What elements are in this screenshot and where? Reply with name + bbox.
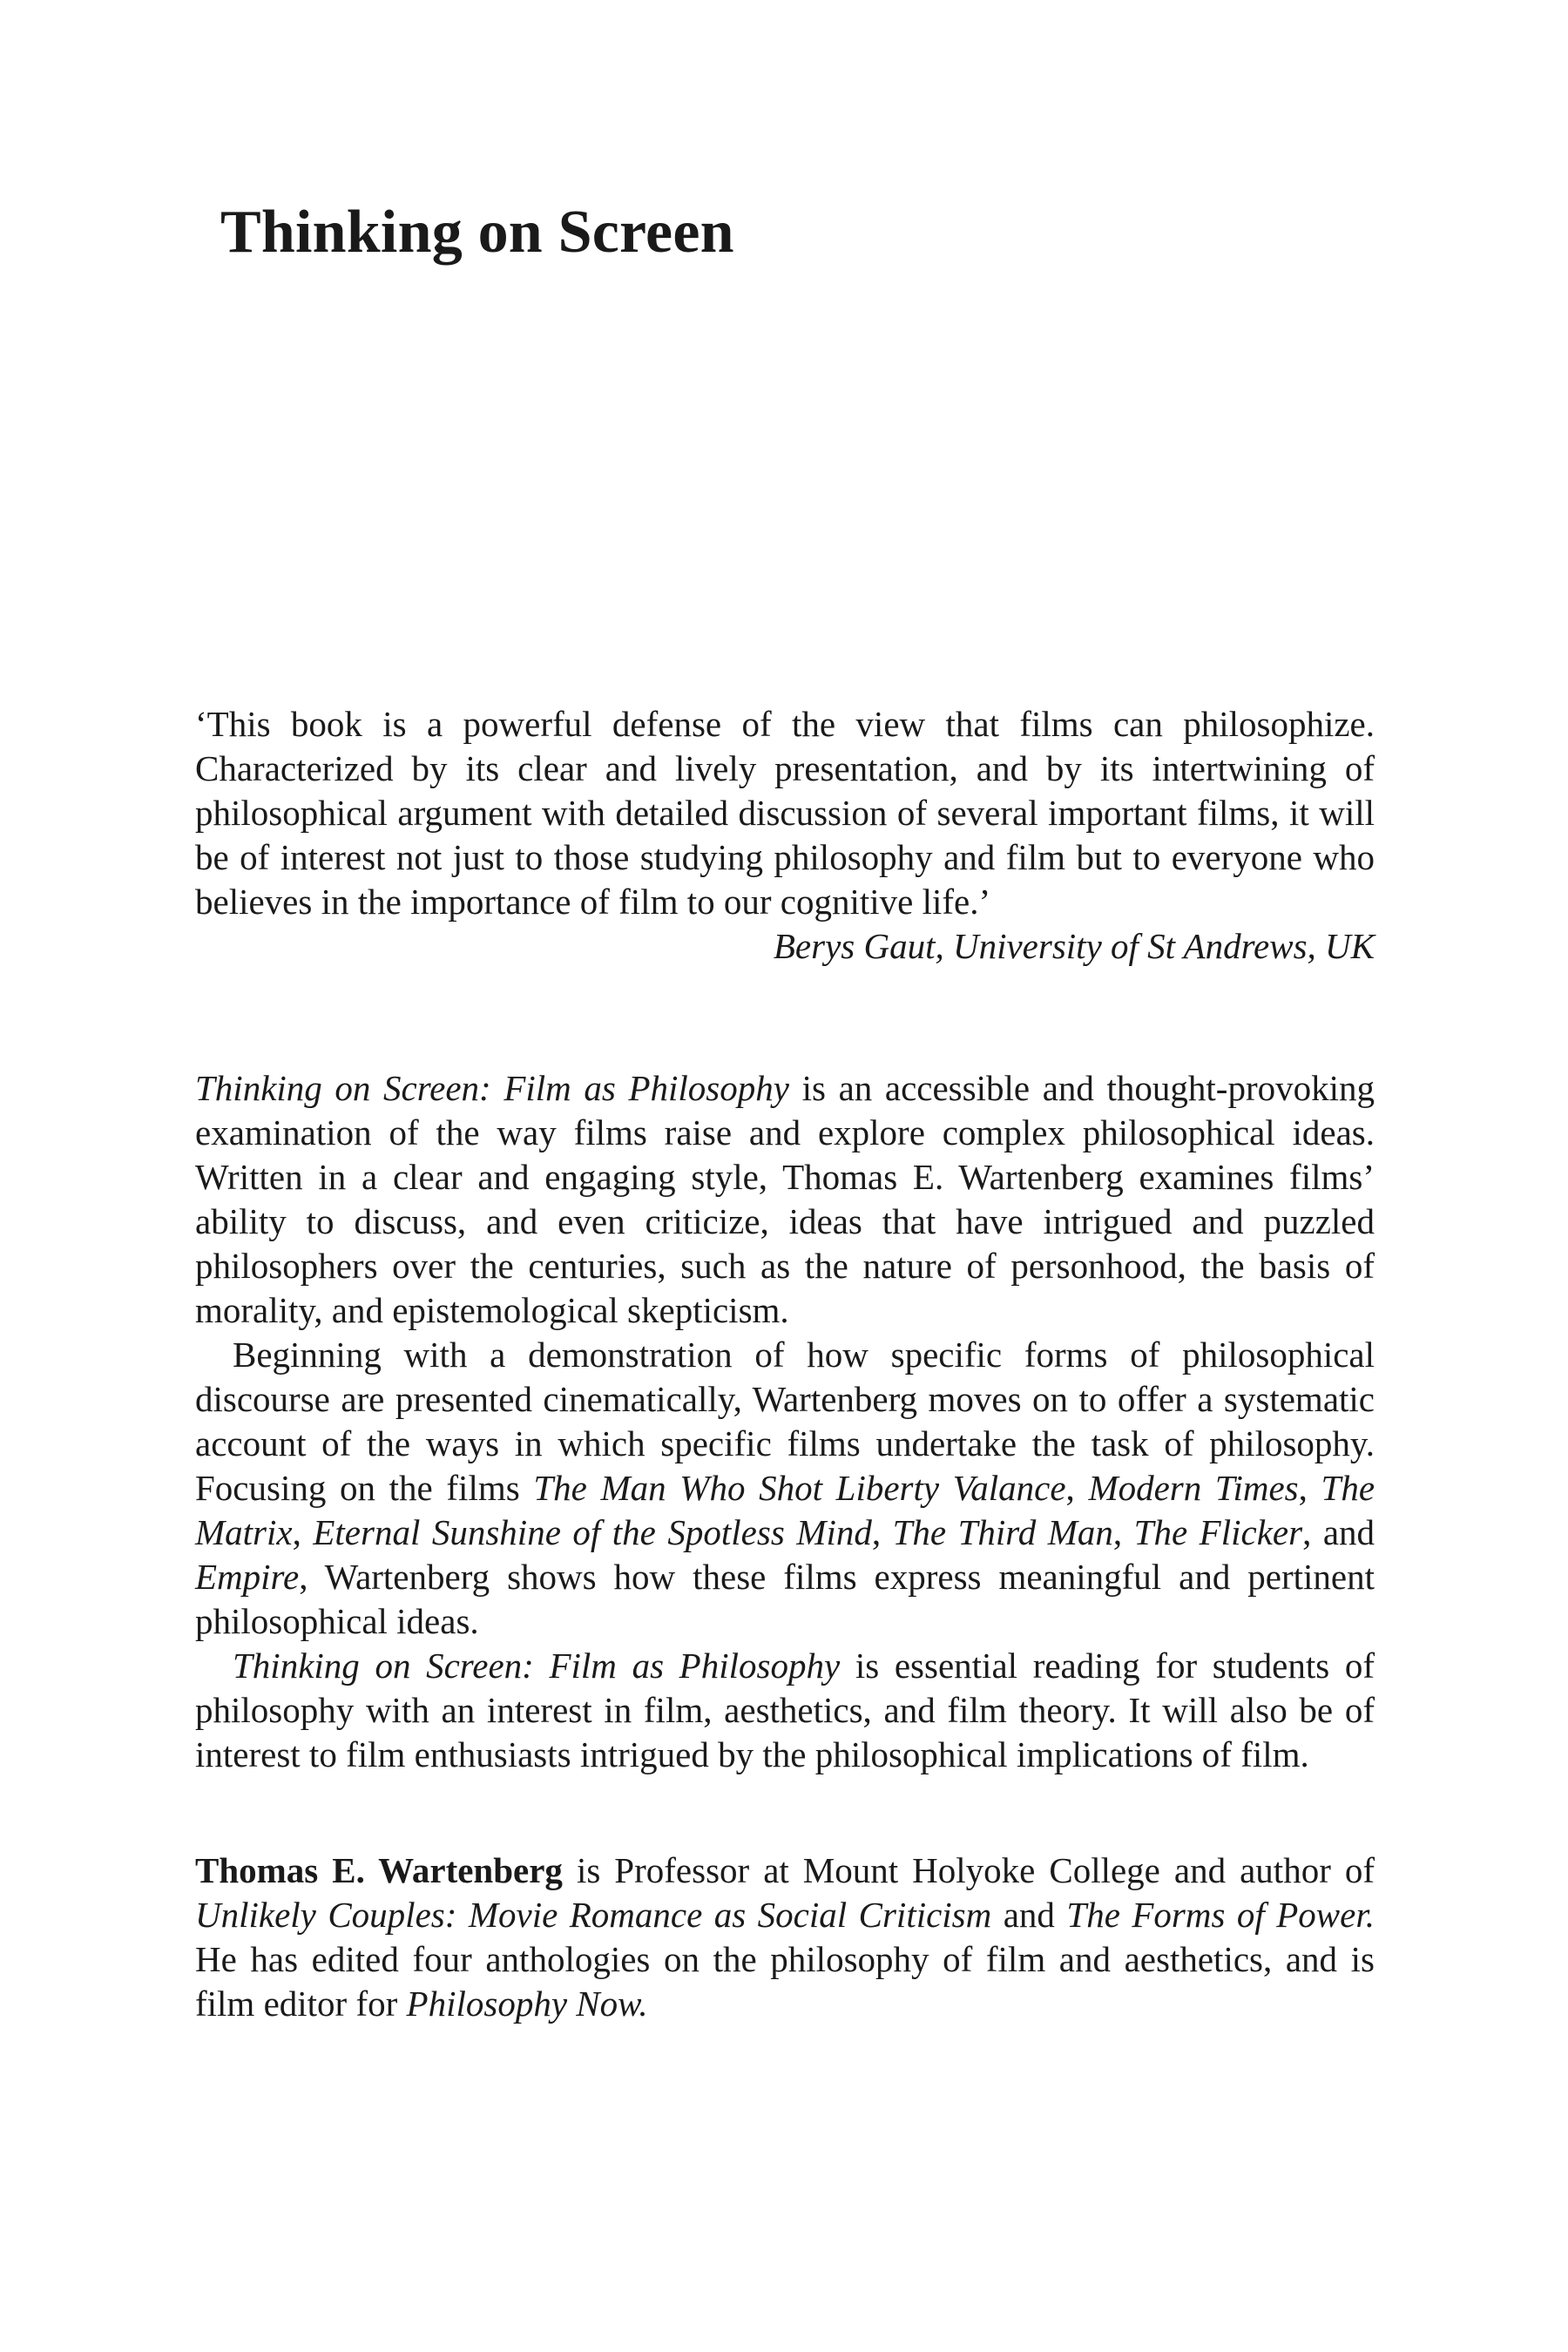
- page-title: Thinking on Screen: [220, 199, 734, 266]
- film-title: Modern Times: [1088, 1468, 1299, 1508]
- separator: ,: [1112, 1512, 1134, 1552]
- film-title: The Matrix: [195, 1468, 1375, 1552]
- film-title: The Flicker: [1133, 1512, 1303, 1552]
- separator: ,: [292, 1512, 314, 1552]
- separator: ,: [871, 1512, 893, 1552]
- magazine-title: Philosophy Now.: [406, 1984, 648, 2024]
- endorsement-attribution: Berys Gaut, University of St Andrews, UK: [773, 926, 1375, 966]
- book-title-italic: Thinking on Screen: Film as Philosophy: [195, 1068, 789, 1108]
- separator: ,: [1065, 1468, 1089, 1508]
- description-text: Beginning with a demonstration of how specific forms of philosophical discourse are presented cinematically, Wartenberg moves on to offer a systematic account of the ways in which specific films undertake the task of philosophy. Focusing on the films: [195, 1335, 1375, 1508]
- description-text: is essential reading for students of philosophy with an interest in film, aesthetics, and film theory. It will also be of interest to film enthusiasts intrigued by the philosophical implications of film.: [195, 1646, 1375, 1774]
- author-name: Thomas E. Wartenberg: [195, 1850, 563, 1890]
- separator: , and: [1302, 1512, 1375, 1552]
- description-text: , Wartenberg shows how these films express meaningful and pertinent philosophical ideas.: [195, 1557, 1375, 1641]
- description-text: is an accessible and thought-provoking examination of the way films raise and explore complex philosophical ideas. Written in a clear and engaging style, Thomas E. Wartenberg examines films’ ability to discuss, and even criticize, ideas that have intrigued and puzzled philosophers over the centuries, such as the nature of personhood, the basis of morality, and epistemological skepticism.: [195, 1068, 1375, 1330]
- description-paragraph-3: [195, 1644, 1375, 1777]
- book-title: The Forms of Power.: [1066, 1895, 1375, 1935]
- book-title-italic: Thinking on Screen: Film as Philosophy: [233, 1646, 841, 1686]
- bio-text: is Professor at Mount Holyoke College and author of: [562, 1850, 1375, 1890]
- description-paragraph-2: [195, 1333, 1375, 1644]
- endorsement-quote: [195, 702, 1375, 969]
- film-title: Eternal Sunshine of the Spotless Mind: [313, 1512, 872, 1552]
- bio-text: and: [991, 1895, 1067, 1935]
- book-description: [195, 1066, 1375, 1777]
- description-paragraph-1: [195, 1066, 1375, 1333]
- film-title: Empire: [195, 1557, 300, 1597]
- bio-text: He has edited four anthologies on the philosophy of film and aesthetics, and is film editor for: [195, 1939, 1375, 2024]
- author-bio: [195, 1848, 1375, 2026]
- separator: ,: [1298, 1468, 1321, 1508]
- book-title: Unlikely Couples: Movie Romance as Social Criticism: [195, 1895, 992, 1935]
- endorsement-text: ‘This book is a powerful defense of the view that films can philosophize. Characterized by its clear and lively presentation, and by its intertwining of philosophical argument with detailed discussion of several important films, it will be of interest not just to those studying philosophy and film but to everyone who believes in the importance of film to our cognitive life.’: [195, 704, 1375, 922]
- film-title: The Third Man: [892, 1512, 1113, 1552]
- author-bio-paragraph: [195, 1848, 1375, 2026]
- film-title: The Man Who Shot Liberty Valance: [533, 1468, 1066, 1508]
